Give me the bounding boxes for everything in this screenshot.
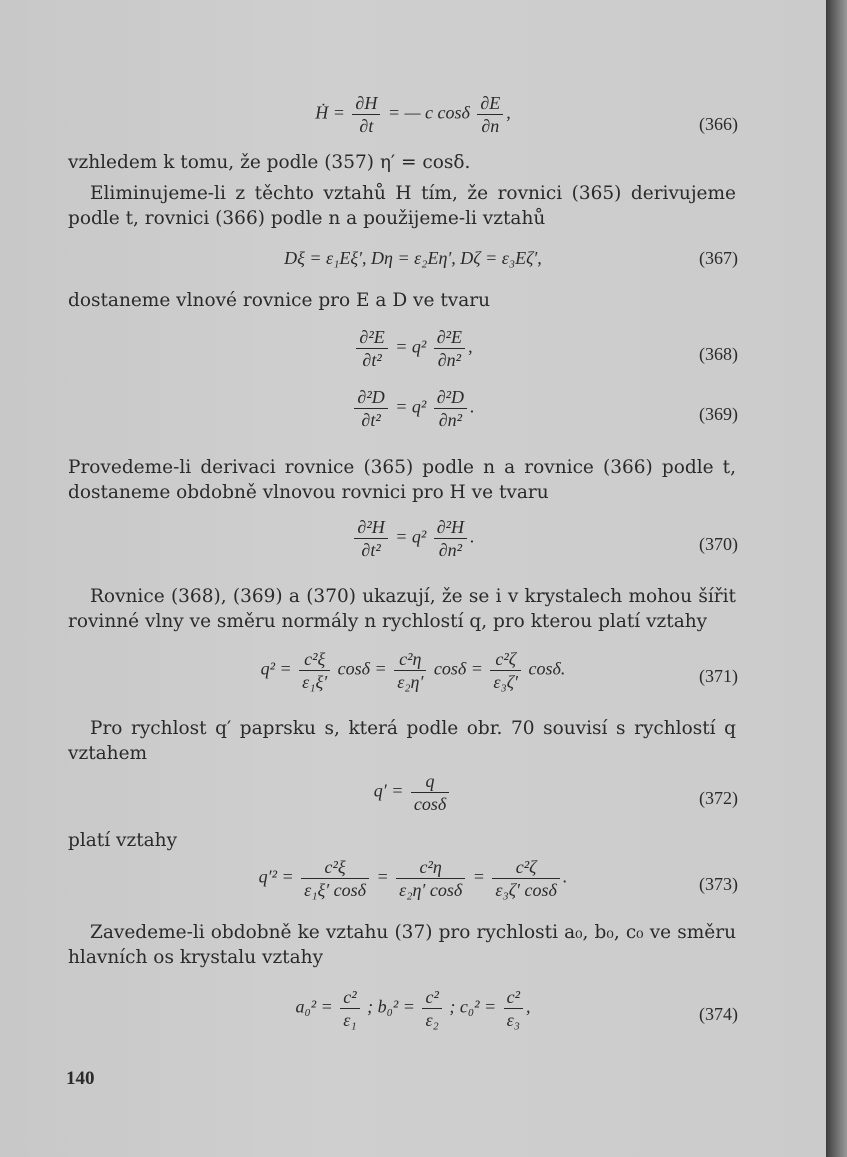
paragraph-1: vzhledem k tomu, že podle (357) η′ = cosδ. (68, 152, 471, 173)
paragraph-8: Zavedeme-li obdobně ke vztahu (37) pro rychlosti a₀, b₀, c₀ ve směru hlavních os krystalu vztahy (68, 922, 736, 968)
page-number: 140 (66, 1068, 95, 1089)
equation-374: a₀² = $\frac{\text{c²}}{\text{ε₁}}$ ; b₀² = $\frac{\text{c²}}{\text{ε₂}}$ ; c₀² = $\frac{\text{c²}}{\text{ε₃}}$ , (374) (295, 987, 738, 1030)
equation-368: $\frac{\text{∂²E}}{\text{∂t²}}$ = q² $\frac{\text{∂²E}}{\text{∂n²}}$ , (368) (0, 326, 826, 382)
paragraph-3: dostaneme vlnové rovnice pro E a D ve tvaru (68, 290, 490, 311)
equation-number: (372) (699, 788, 738, 808)
equation-373: q′² = $\frac{\text{c²ξ}}{\text{ε₁ξ′ cosδ}}$ = $\frac{\text{c²η}}{\text{ε₂η′ cosδ}}$ = $\frac{\text{c²ζ}}{\text{ε₃ζ′ cosδ}}$ . (373) (258, 857, 738, 900)
eq366-frac-2: $\frac{\partial E}{\partial n}$ (477, 92, 503, 137)
equation-number: (369) (699, 404, 738, 424)
equation-371: q² = $\frac{\text{c²ξ}}{\text{ε₁ξ′}}$ cosδ = $\frac{\text{c²η}}{\text{ε₂η′}}$ cosδ = $\frac{\text{c²ζ}}{\text{ε₃ζ′}}$ cosδ. (371) (260, 649, 738, 692)
equation-366: Ḣ = $\frac{\partial H}{\partial t}$ = — c cosδ $\frac{\partial E}{\partial n}$ , (366) (315, 93, 738, 136)
equation-number: (370) (699, 534, 738, 554)
eq366-frac-1: $\frac{\partial H}{\partial t}$ (352, 92, 380, 137)
eq366-lhs: Ḣ = (315, 102, 345, 123)
paragraph-2: Eliminujeme-li z těchto vztahů H tím, že rovnici (365) derivujeme podle t, rovnici (366) podle n a použijeme-li vztahů (68, 183, 736, 229)
book-spine-edge (826, 0, 847, 1157)
equation-number: (367) (699, 248, 738, 268)
equation-372: q′ = $\frac{q}{\cos\delta}$ (372) (373, 771, 738, 814)
equation-369: $\frac{\text{∂²D}}{\text{∂t²}}$ = q² $\frac{\text{∂²D}}{\text{∂n²}}$ . (369) (0, 386, 826, 442)
equation-number: (371) (699, 666, 738, 686)
equation-number: (374) (699, 1004, 738, 1024)
equation-number: (373) (699, 874, 738, 894)
paragraph-6: Pro rychlost q′ paprsku s, která podle obr. 70 souvisí s rychlostí q vztahem (68, 718, 736, 764)
equation-number: (366) (699, 114, 738, 134)
paragraph-4: Provedeme-li derivaci rovnice (365) podle n a rovnice (366) podle t, dostaneme obdobně vlnovou rovnici pro H ve tvaru (68, 457, 736, 503)
equation-number: (368) (699, 344, 738, 364)
paragraph-7: platí vztahy (68, 830, 178, 851)
equation-367: Dξ = ε₁Eξ′, Dη = ε₂Eη′, Dζ = ε₃Eζ′, (367) (284, 248, 738, 268)
equation-370: $\frac{\text{∂²H}}{\text{∂t²}}$ = q² $\frac{\text{∂²H}}{\text{∂n²}}$ . (370) (0, 516, 826, 572)
paragraph-5: Rovnice (368), (369) a (370) ukazují, že se i v krystalech mohou šířit rovinné vlny ve směru normály n rychlostí q, pro kterou platí vztahy (68, 586, 736, 632)
